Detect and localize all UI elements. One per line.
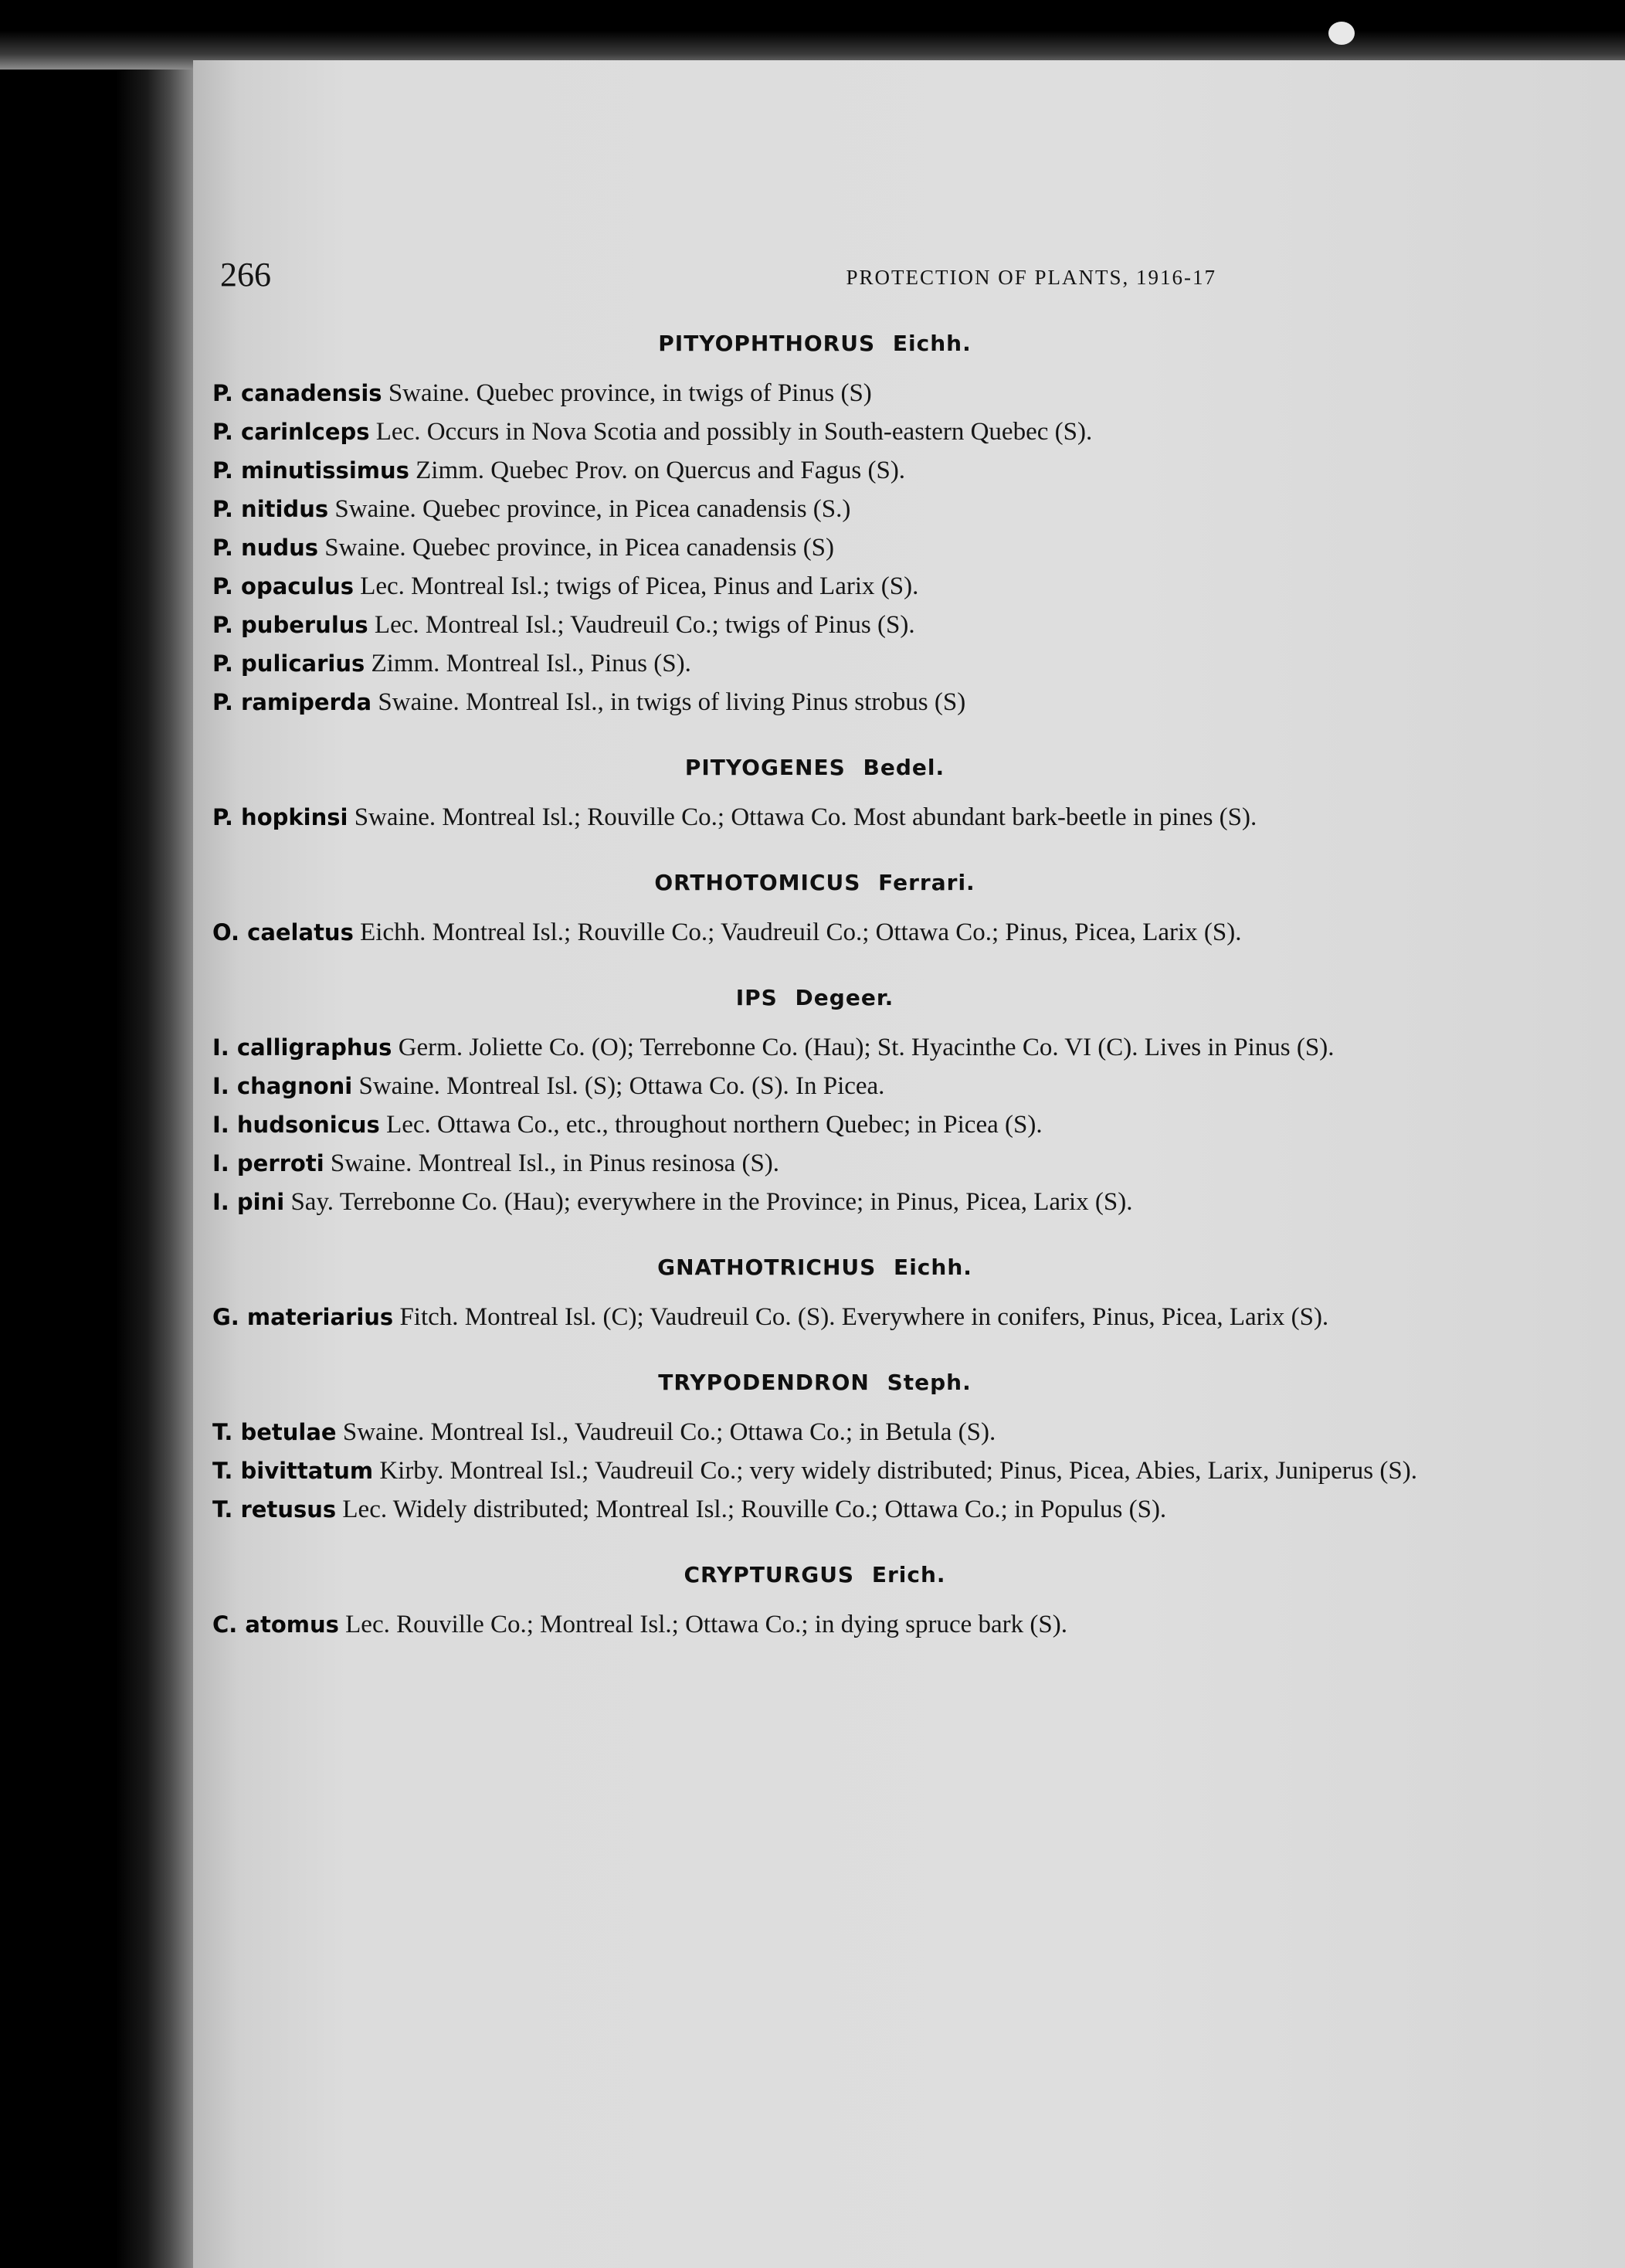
species-name: C. atomus	[212, 1611, 339, 1638]
species-notes: Swaine. Montreal Isl., in twigs of living Pinus strobus (S)	[378, 688, 966, 716]
genus-heading	[212, 331, 1417, 356]
species-name: O. caelatus	[212, 919, 354, 946]
species-notes: Lec. Ottawa Co., etc., throughout northern Quebec; in Picea (S).	[386, 1111, 1043, 1139]
species-name: T. betulae	[212, 1419, 337, 1445]
genus-heading	[212, 755, 1417, 780]
species-notes: Lec. Rouville Co.; Montreal Isl.; Ottawa Co.; in dying spruce bark (S).	[345, 1611, 1067, 1638]
genus-name: TRYPODENDRON	[658, 1370, 870, 1395]
species-notes: Swaine. Montreal Isl., Vaudreuil Co.; Ottawa Co.; in Betula (S).	[342, 1418, 996, 1446]
species-entries	[212, 1608, 1417, 1642]
genus-name: IPS	[735, 985, 778, 1010]
species-entries	[212, 1030, 1417, 1219]
species-notes: Swaine. Montreal Isl.; Rouville Co.; Ottawa Co. Most abundant bark-beetle in pines (S).	[354, 803, 1257, 831]
species-name: P. pulicarius	[212, 650, 365, 677]
genus-author: Bedel.	[854, 755, 945, 780]
genus-heading	[212, 870, 1417, 895]
species-name: P. carinlceps	[212, 419, 370, 445]
page-header	[220, 255, 1216, 301]
running-head: PROTECTION OF PLANTS, 1916-17	[846, 266, 1216, 289]
species-notes: Lec. Montreal Isl.; Vaudreuil Co.; twigs of Pinus (S).	[374, 611, 915, 639]
species-entry	[212, 1185, 1417, 1219]
species-notes: Swaine. Quebec province, in Picea canadensis (S.)	[334, 495, 851, 523]
species-entry	[212, 685, 1417, 719]
species-entry	[212, 647, 1417, 681]
species-name: T. bivittatum	[212, 1458, 374, 1484]
species-entry	[212, 531, 1417, 565]
species-notes: Eichh. Montreal Isl.; Rouville Co.; Vaudreuil Co.; Ottawa Co.; Pinus, Picea, Larix (S).	[360, 918, 1242, 946]
species-entry	[212, 1030, 1417, 1064]
species-entry	[212, 1069, 1417, 1103]
species-entry	[212, 1146, 1417, 1180]
genus-heading	[212, 1255, 1417, 1280]
genus-author: Erich.	[863, 1562, 946, 1587]
species-entry	[212, 800, 1417, 834]
species-entry	[212, 1108, 1417, 1142]
species-notes: Kirby. Montreal Isl.; Vaudreuil Co.; very widely distributed; Pinus, Picea, Abies, Larix, Juniperus (S).	[379, 1457, 1417, 1485]
species-name: I. pini	[212, 1189, 285, 1215]
genus-name: PITYOPHTHORUS	[658, 331, 876, 356]
species-entries	[212, 1415, 1417, 1526]
species-entries	[212, 800, 1417, 834]
species-entries	[212, 915, 1417, 949]
species-name: I. chagnoni	[212, 1073, 353, 1099]
species-name: P. opaculus	[212, 573, 354, 599]
genus-author: Ferrari.	[870, 870, 975, 895]
species-name: I. hudsonicus	[212, 1112, 380, 1138]
genus-name: CRYPTURGUS	[684, 1562, 855, 1587]
genus-heading	[212, 1370, 1417, 1395]
species-entry	[212, 1300, 1417, 1334]
genus-heading	[212, 985, 1417, 1010]
species-list	[212, 331, 1417, 1677]
species-name: P. canadensis	[212, 380, 382, 406]
species-entry	[212, 915, 1417, 949]
species-name: G. materiarius	[212, 1304, 394, 1330]
species-name: I. perroti	[212, 1150, 324, 1176]
species-entry	[212, 492, 1417, 526]
species-notes: Swaine. Quebec province, in twigs of Pinus (S)	[388, 379, 872, 407]
page-number: 266	[220, 256, 271, 294]
genus-heading	[212, 1562, 1417, 1587]
species-entry	[212, 376, 1417, 410]
species-name: P. ramiperda	[212, 689, 372, 715]
species-name: P. puberulus	[212, 612, 368, 638]
species-entry	[212, 1454, 1417, 1488]
species-notes: Swaine. Montreal Isl., in Pinus resinosa (S).	[330, 1149, 780, 1177]
scan-dark-top-edge	[0, 0, 1625, 70]
species-name: P. minutissimus	[212, 457, 409, 484]
genus-name: ORTHOTOMICUS	[654, 870, 861, 895]
species-notes: Germ. Joliette Co. (O); Terrebonne Co. (Hau); St. Hyacinthe Co. VI (C). Lives in Pinus (S).	[398, 1034, 1335, 1061]
species-notes: Lec. Occurs in Nova Scotia and possibly in South-eastern Quebec (S).	[375, 418, 1093, 446]
scan-spot	[1328, 22, 1355, 45]
species-notes: Swaine. Montreal Isl. (S); Ottawa Co. (S). In Picea.	[358, 1072, 885, 1100]
species-name: P. hopkinsi	[212, 804, 348, 830]
species-entries	[212, 376, 1417, 719]
species-notes: Lec. Montreal Isl.; twigs of Picea, Pinus and Larix (S).	[360, 572, 919, 600]
species-notes: Zimm. Quebec Prov. on Quercus and Fagus (S).	[416, 457, 906, 484]
species-entry	[212, 415, 1417, 449]
species-entry	[212, 608, 1417, 642]
species-notes: Fitch. Montreal Isl. (C); Vaudreuil Co. (S). Everywhere in conifers, Pinus, Picea, Larix (S).	[399, 1303, 1329, 1331]
species-notes: Say. Terrebonne Co. (Hau); everywhere in the Province; in Pinus, Picea, Larix (S).	[290, 1188, 1133, 1216]
species-notes: Lec. Widely distributed; Montreal Isl.; Rouville Co.; Ottawa Co.; in Populus (S).	[342, 1496, 1167, 1523]
species-notes: Swaine. Quebec province, in Picea canadensis (S)	[324, 534, 835, 562]
species-entry	[212, 453, 1417, 487]
species-entry	[212, 1492, 1417, 1526]
species-name: P. nitidus	[212, 496, 329, 522]
genus-author: Eichh.	[884, 331, 972, 356]
species-entry	[212, 569, 1417, 603]
scan-dark-left-edge	[0, 0, 193, 2268]
species-notes: Zimm. Montreal Isl., Pinus (S).	[371, 650, 691, 677]
species-name: I. calligraphus	[212, 1034, 392, 1061]
genus-name: GNATHOTRICHUS	[657, 1255, 877, 1280]
species-entry	[212, 1415, 1417, 1449]
genus-author: Eichh.	[885, 1255, 972, 1280]
species-name: T. retusus	[212, 1496, 337, 1523]
species-entries	[212, 1300, 1417, 1334]
genus-name: PITYOGENES	[684, 755, 846, 780]
species-entry	[212, 1608, 1417, 1642]
genus-author: Degeer.	[786, 985, 894, 1010]
species-name: P. nudus	[212, 535, 318, 561]
genus-author: Steph.	[878, 1370, 972, 1395]
